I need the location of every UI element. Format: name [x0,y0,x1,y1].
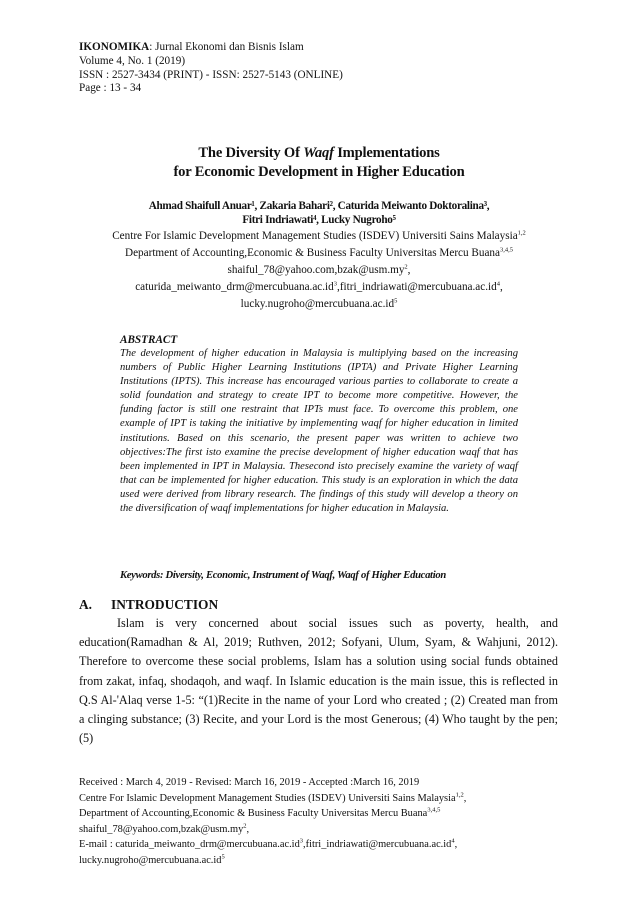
author-list [0,199,638,227]
affiliation-line-2: Department of Accounting,Economic & Business Faculty Universitas Mercu Buana$^{3,4,5}$ [124,246,513,259]
section-number: A. [79,597,93,612]
abstract-text: The development of higher education in Malaysia is multiplying based on the increasing numbers of Public Higher Learning Institutions (IPTA) and Private Higher Learning Institutions (IPTS). This increase has encouraged various parties to collaborate to create a solid foundation and strategy to create IPT to become more competitive. However, the funding factor is still one restraint that IPTs must face. To overcome this problem, one example of IPT is taking the initiative by implementing waqf for higher education in limited institutions. Based on this scenario, the present paper was written to achieve two objectives:The first isto examine the precise development of higher education waqf that has been implemented in IPT in Malaysia. Thesecond isto precisely examine the variety of waqf that can be implemented for higher education. This study is an exploration in which the data used were derived from library research. The findings of this study will develop a theory on the diversification of waqf implementations for higher education in Malaysia. [120,348,518,515]
intro-paragraph: Islam is very concerned about social issues such as poverty, health, and education(Ramadhan & Al, 2019; Ruthven, 2012; Sofyani, Ulum, Syam, & Wahjuni, 2012). Therefore to overcome these social problems, Islam has a solution using social funds obtained from zakat, infaq, shodaqoh, and waqf. In Islamic education is the main issue, this is reflected in Q.S Al-'Alaq verse 1-5: “(1)Recite in the name of your Lord who created ; (2) Created man from a clinging substance; (3) Recite, and your Lord is the most Generous; (4) Who taught by the pen; (5) [79,616,558,746]
journal-name: IKONOMIKA [79,41,150,53]
section-title: INTRODUCTION [111,597,219,612]
page-footer [79,775,559,869]
introduction-body [79,614,558,748]
authors-line-1: Ahmad Shaifull Anuar¹, Zakaria Bahari², Caturida Meiwanto Doktoralina³, [148,200,490,212]
email-line-3: $lucky.nugroho@mercubuana.ac.id^5$ [240,297,398,310]
affiliation-line-1: Centre For Islamic Development Management Studies (ISDEV) Universiti Sains Malaysia$^{1,2}$ [112,229,526,242]
journal-name-line [79,41,343,55]
footer-received: Received : March 4, 2019 - Revised: March 16, 2019 - Accepted :March 16, 2019 [79,777,420,788]
journal-header [79,41,343,96]
title-line-2: for Economic Development in Higher Education [173,164,465,180]
abstract-heading: ABSTRACT [120,334,178,346]
keywords: Keywords: Diversity, Economic, Instrument of Waqf, Waqf of Higher Education [120,570,446,581]
footer-email-3: $lucky.nugroho@mercubuana.ac.id^5$ [79,853,225,866]
email-line-1: $shaiful\_78@yahoo.com,bzak@usm.my^2$, [227,263,411,276]
section-heading [79,597,218,613]
footer-email-2: E-mail : $caturida\_meiwanto\_drm@mercubuana.ac.id^3,fitri\_indriawati@mercubuana.ac.id^4$, [79,837,458,851]
affiliations [0,228,638,313]
footer-email-1: $shaiful\_78@yahoo.com,bzak@usm.my^2$, [79,822,250,835]
paper-title [0,144,638,182]
abstract-block [120,333,518,516]
footer-affiliation-1: Centre For Islamic Development Management Studies (ISDEV) Universiti Sains Malaysia$^{1,2}$, [79,791,467,804]
journal-issn: ISSN : 2527-3434 (PRINT) - ISSN: 2527-5143 (ONLINE) [79,68,343,81]
title-italic-word: Waqf [303,145,334,161]
journal-volume: Volume 4, No. 1 (2019) [79,54,186,67]
authors-line-2: Fitri Indriawati⁴, Lucky Nugroho⁵ [242,214,396,226]
journal-pages: Page : 13 - 34 [79,82,142,95]
footer-affiliation-2: Department of Accounting,Economic & Business Faculty Universitas Mercu Buana$^{3,4,5}$ [79,806,441,820]
journal-subtitle: : Jurnal Ekonomi dan Bisnis Islam [149,41,304,53]
email-line-2: $caturida\_meiwanto\_drm@mercubuana.ac.id^3,fitri\_indriawati@mercubuana.ac.id^4$, [135,280,503,293]
title-line-1: The Diversity Of Waqf Implementations [198,145,440,161]
